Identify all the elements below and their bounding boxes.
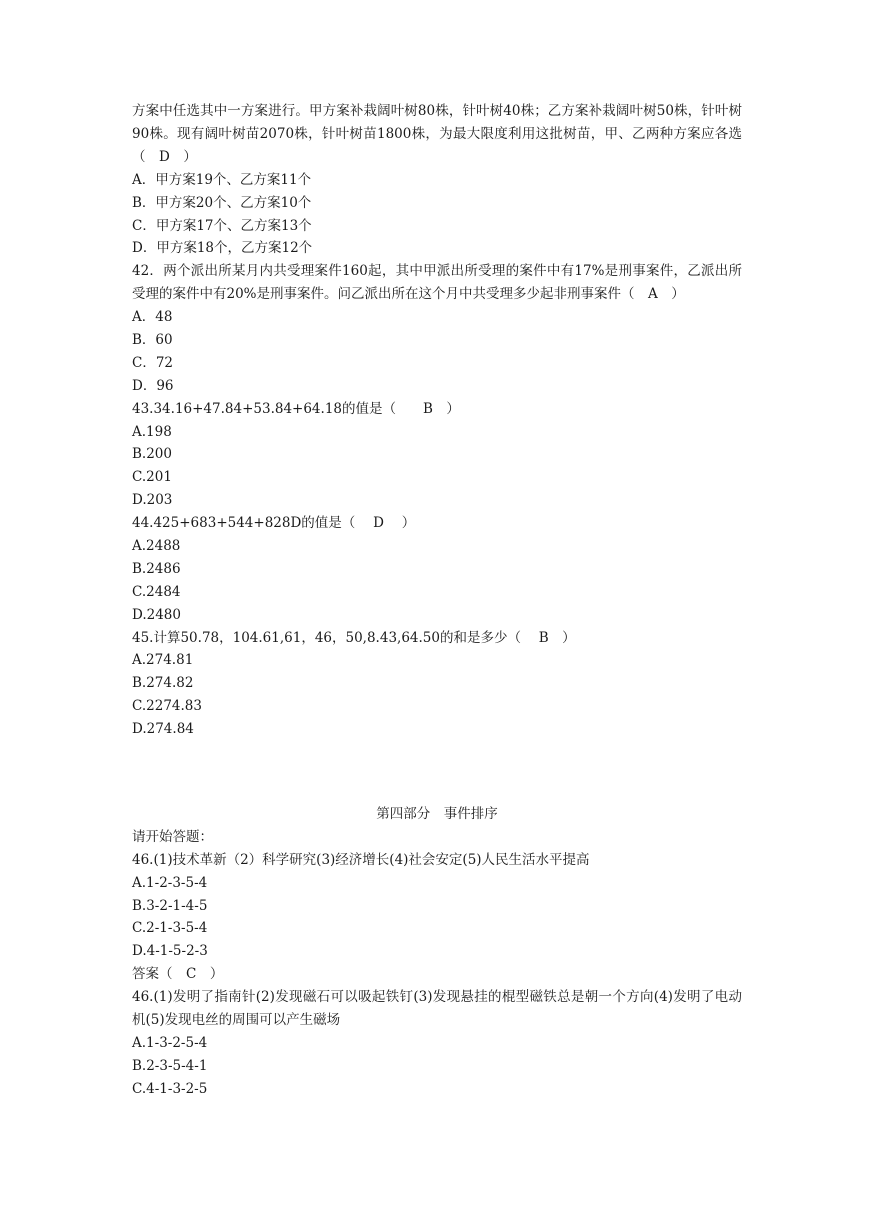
q45-option-c: C.2274.83 bbox=[132, 698, 202, 715]
q45-stem: 45.计算50.78，104.61,61，46，50,8.43,64.50的和是多少（ B ） bbox=[132, 629, 576, 646]
q43-option-a: A.198 bbox=[132, 423, 172, 440]
q46a-stem: 46.(1)技术革新（2）科学研究(3)经济增长(4)社会安定(5)人民生活水平提高 bbox=[132, 851, 590, 868]
q43-option-d: D.203 bbox=[132, 492, 173, 509]
q41-option-c: C．甲方案17个、乙方案13个 bbox=[132, 217, 312, 234]
document-page bbox=[132, 100, 742, 1101]
q42-option-a: A．48 bbox=[132, 309, 173, 326]
q43-stem: 43.34.16+47.84+53.84+64.18的值是（ B ） bbox=[132, 400, 460, 417]
section-prompt: 请开始答题： bbox=[132, 828, 213, 845]
q41-option-b: B．甲方案20个、乙方案10个 bbox=[132, 194, 312, 211]
q46a-answer: 答案（ C ） bbox=[132, 966, 224, 983]
q45-option-b: B.274.82 bbox=[132, 675, 194, 692]
q42-option-d: D．96 bbox=[132, 377, 174, 394]
section-title: 第四部分 事件排序 bbox=[376, 806, 498, 823]
q42-option-b: B．60 bbox=[132, 331, 173, 348]
q46b-option-c: C.4-1-3-2-5 bbox=[132, 1080, 208, 1097]
q46b-option-b: B.2-3-5-4-1 bbox=[132, 1057, 208, 1074]
q46a-option-a: A.1-2-3-5-4 bbox=[132, 874, 208, 891]
q41-intro: 方案中任选其中一方案进行。甲方案补栽阔叶树80株，针叶树40株；乙方案补栽阔叶树50株，针叶树90株。现有阔叶树苗2070株，针叶树苗1800株，为最大限度利用这批树苗，甲、乙两种方案应各选（ D ） bbox=[132, 103, 742, 165]
q44-option-d: D.2480 bbox=[132, 606, 181, 623]
q42-stem: 42．两个派出所某月内共受理案件160起，其中甲派出所受理的案件中有17%是刑事案件，乙派出所受理的案件中有20%是刑事案件。问乙派出所在这个月中共受理多少起非刑事案件（ A ） bbox=[132, 263, 742, 303]
section-spacer bbox=[132, 741, 742, 803]
q41-option-a: A．甲方案19个、乙方案11个 bbox=[132, 171, 312, 188]
q44-option-a: A.2488 bbox=[132, 538, 181, 554]
q44-option-c: C.2484 bbox=[132, 583, 181, 600]
q46b-option-a: A.1-3-2-5-4 bbox=[132, 1034, 208, 1051]
q46a-option-c: C.2-1-3-5-4 bbox=[132, 920, 208, 937]
q42-option-c: C．72 bbox=[132, 354, 174, 371]
q45-option-d: D.274.84 bbox=[132, 721, 194, 738]
q46a-option-d: D.4-1-5-2-3 bbox=[132, 943, 208, 960]
q41-option-d: D．甲方案18个，乙方案12个 bbox=[132, 240, 313, 257]
q44-option-b: B.2486 bbox=[132, 560, 181, 577]
q43-option-c: C.201 bbox=[132, 469, 172, 486]
q44-stem: 44.425+683+544+828D的值是（ D ） bbox=[132, 515, 416, 532]
q43-option-b: B.200 bbox=[132, 446, 172, 463]
q45-option-a: A.274.81 bbox=[132, 652, 194, 669]
q46a-option-b: B.3-2-1-4-5 bbox=[132, 897, 208, 914]
q46b-stem: 46.(1)发明了指南针(2)发现磁石可以吸起铁钉(3)发现悬挂的棍型磁铁总是朝一个方向(4)发明了电动机(5)发现电丝的周围可以产生磁场 bbox=[132, 989, 742, 1029]
